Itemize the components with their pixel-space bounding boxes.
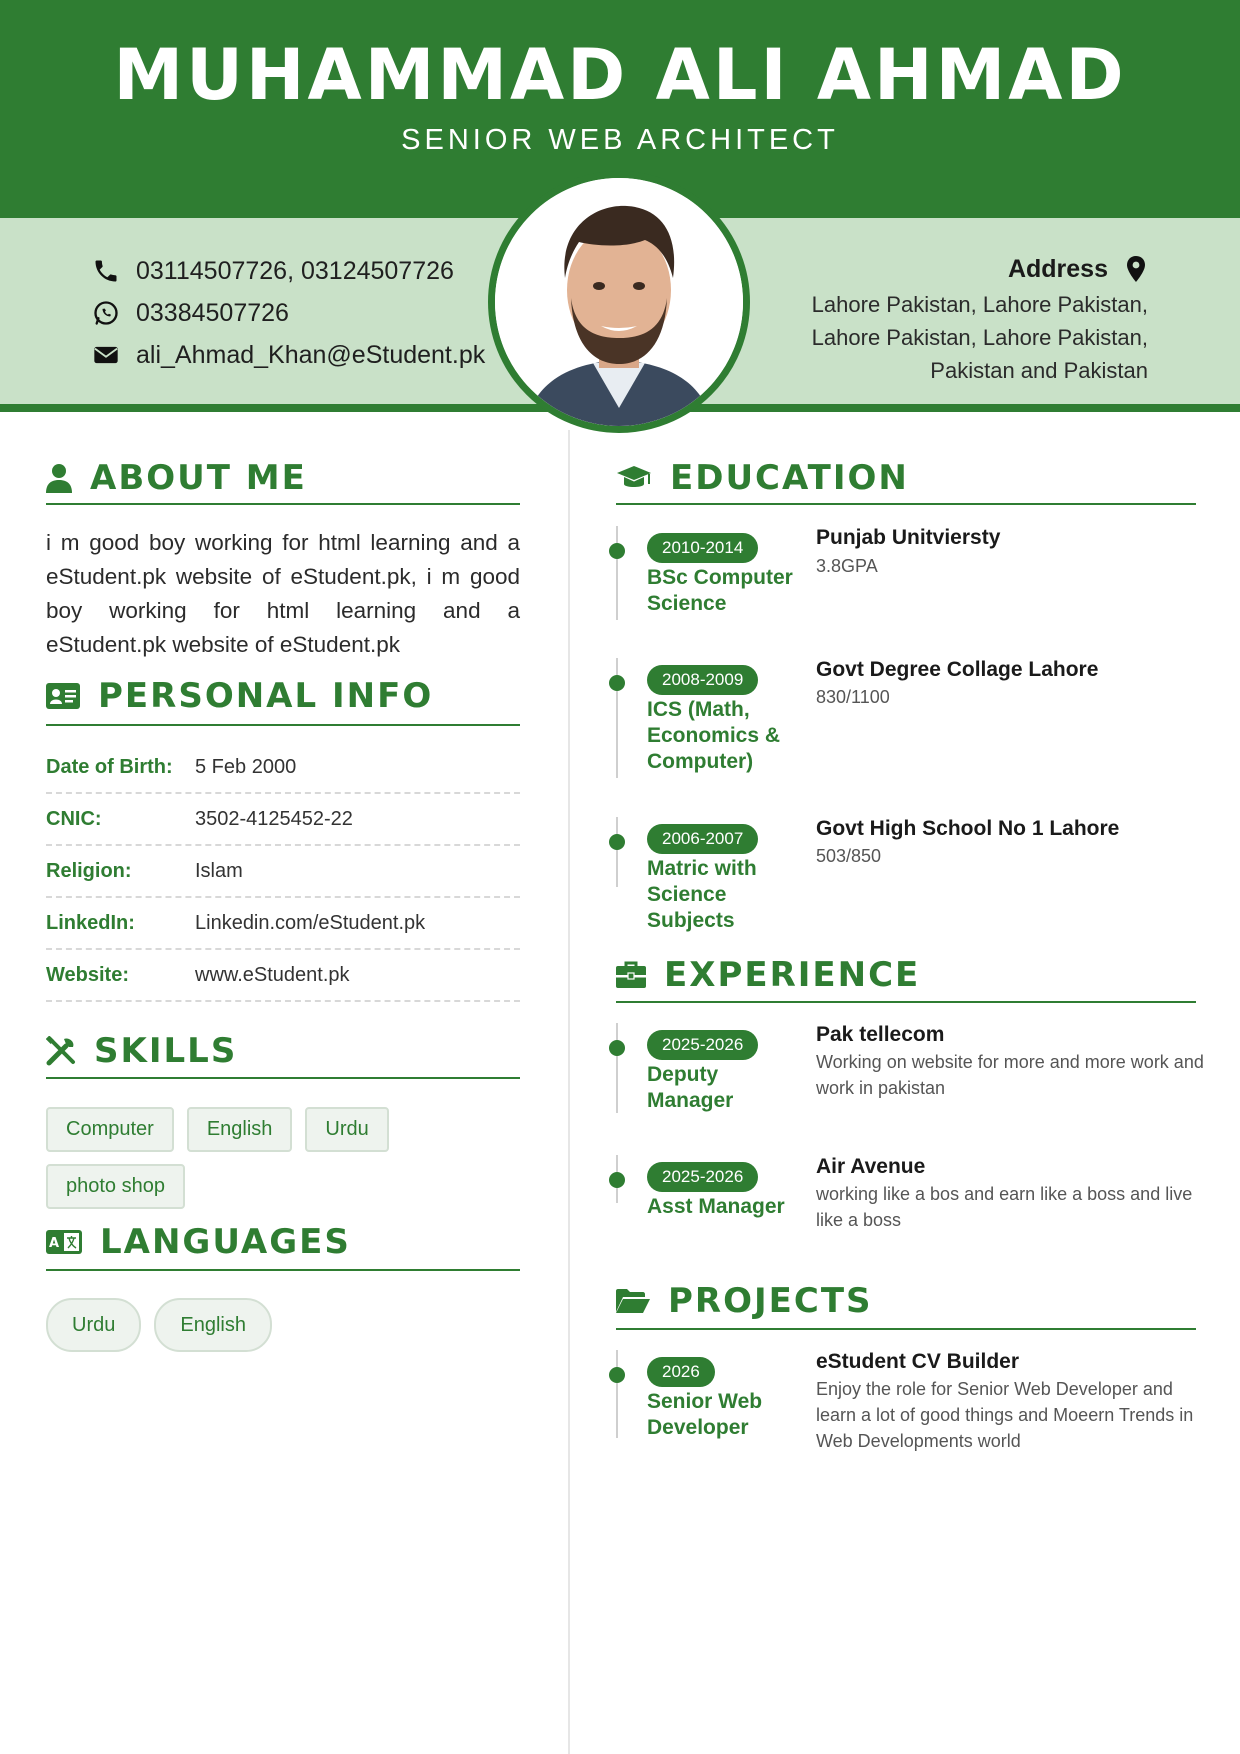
- projects-timeline: [616, 1350, 1196, 1470]
- candidate-name: MUHAMMAD ALI AHMAD: [113, 34, 1127, 116]
- experience-timeline: [616, 1023, 1204, 1275]
- skills-heading: [46, 1031, 237, 1071]
- project-name: eStudent CV Builder: [816, 1350, 1020, 1373]
- timeline-dot: [609, 543, 625, 559]
- education-heading-rule: [616, 503, 1196, 505]
- email-address: ali_Ahmad_Khan@eStudent.pk: [136, 340, 486, 369]
- education-score: 3.8GPA: [816, 556, 878, 576]
- position-title: Deputy Manager: [647, 1063, 734, 1112]
- personal-value: Islam: [195, 859, 243, 882]
- address-block: [788, 250, 1148, 387]
- experience-detail: working like a bos and earn like a boss and live like a boss: [816, 1184, 1193, 1230]
- personal-value: Linkedin.com/eStudent.pk: [195, 911, 426, 934]
- company-name: Air Avenue: [816, 1155, 926, 1178]
- personal-label: Website:: [46, 963, 129, 986]
- institution-name: Govt High School No 1 Lahore: [816, 817, 1120, 840]
- education-item: [616, 658, 1196, 817]
- timeline-line: [616, 1350, 618, 1438]
- experience-item: [616, 1155, 1196, 1275]
- personal-label: Religion:: [46, 859, 132, 882]
- map-pin-icon: [1124, 255, 1148, 283]
- year-badge: 2025-2026: [647, 1030, 758, 1060]
- personal-value: www.eStudent.pk: [195, 963, 350, 986]
- about-heading: [46, 458, 307, 498]
- profile-photo: [488, 171, 750, 433]
- skill-chip: English: [187, 1107, 293, 1152]
- experience-item: [616, 1023, 1204, 1155]
- languages-heading: [46, 1222, 351, 1262]
- timeline-line: [616, 1023, 618, 1113]
- languages-list: [46, 1298, 526, 1352]
- education-title: EDUCATION: [670, 458, 909, 498]
- year-badge: 2006-2007: [647, 824, 758, 854]
- id-card-icon: [46, 683, 80, 709]
- timeline-dot: [609, 1172, 625, 1188]
- education-heading: [616, 458, 909, 498]
- contact-phone: [92, 250, 485, 292]
- timeline-dot: [609, 1367, 625, 1383]
- whatsapp-icon: [92, 299, 120, 327]
- education-score: 830/1100: [816, 687, 890, 707]
- skill-chip: Urdu: [305, 1107, 388, 1152]
- institution-name: Punjab Unitviersty: [816, 526, 1001, 549]
- project-detail: Enjoy the role for Senior Web Developer and learn a lot of good things and Moeern Trends in Web Developments world: [816, 1379, 1194, 1451]
- about-title: ABOUT ME: [90, 458, 307, 498]
- year-badge: 2010-2014: [647, 533, 758, 563]
- education-score: 503/850: [816, 846, 882, 866]
- personal-heading-rule: [46, 724, 520, 726]
- contact-email: [92, 334, 485, 376]
- personal-heading: [46, 676, 433, 716]
- degree-title: BSc Computer Science: [647, 566, 793, 615]
- personal-row: [46, 898, 520, 950]
- phone-number: 03114507726, 03124507726: [136, 256, 454, 285]
- profile-portrait: [495, 178, 743, 426]
- personal-label: CNIC:: [46, 807, 102, 830]
- timeline-dot: [609, 1040, 625, 1056]
- column-divider: [568, 430, 570, 1754]
- personal-row: [46, 794, 520, 846]
- company-name: Pak tellecom: [816, 1023, 945, 1046]
- address-line: Lahore Pakistan, Lahore Pakistan,: [811, 325, 1148, 350]
- address-title: Address: [1007, 254, 1108, 283]
- personal-value: 5 Feb 2000: [195, 755, 297, 778]
- personal-row: [46, 950, 520, 1002]
- timeline-dot: [609, 834, 625, 850]
- skill-chip: photo shop: [46, 1164, 185, 1209]
- address-title-row: [788, 250, 1148, 288]
- skills-title: SKILLS: [94, 1031, 238, 1071]
- svg-text:A: A: [48, 1236, 62, 1251]
- address-lines: [788, 288, 1148, 387]
- about-text: i m good boy working for html learning and a eStudent.pk website of eStudent.pk, i m good boy working for html learning and a eStudent.pk website of eStudent.pk: [46, 530, 520, 657]
- experience-heading-rule: [616, 1001, 1196, 1003]
- personal-row: [46, 846, 520, 898]
- address-line: Lahore Pakistan, Lahore Pakistan,: [811, 292, 1148, 317]
- skills-list: [46, 1107, 526, 1209]
- language-pill: English: [154, 1298, 272, 1352]
- education-item: [616, 526, 1196, 658]
- skills-heading-rule: [46, 1077, 520, 1079]
- contact-list: [92, 250, 485, 376]
- project-role: Senior Web Developer: [647, 1390, 763, 1439]
- timeline-line: [616, 817, 618, 887]
- degree-title: Matric with Science Subjects: [647, 857, 757, 932]
- position-title: Asst Manager: [647, 1195, 785, 1218]
- folder-open-icon: [616, 1288, 650, 1314]
- candidate-role: SENIOR WEB ARCHITECT: [401, 124, 839, 156]
- project-item: [616, 1350, 1196, 1470]
- year-badge: 2008-2009: [647, 665, 758, 695]
- skill-chip: Computer: [46, 1107, 174, 1152]
- envelope-icon: [92, 341, 120, 369]
- timeline-line: [616, 526, 618, 620]
- personal-label: LinkedIn:: [46, 911, 135, 934]
- education-item: [616, 817, 1196, 967]
- whatsapp-number: 03384507726: [136, 298, 289, 327]
- degree-title: ICS (Math, Economics & Computer): [647, 698, 781, 773]
- user-icon: [46, 463, 72, 493]
- languages-heading-rule: [46, 1269, 520, 1271]
- experience-heading: [616, 955, 920, 995]
- personal-row: [46, 742, 520, 794]
- education-timeline: [616, 526, 1196, 967]
- personal-title: PERSONAL INFO: [98, 676, 434, 716]
- briefcase-icon: [616, 961, 646, 989]
- languages-title: LANGUAGES: [100, 1222, 351, 1262]
- experience-title: EXPERIENCE: [664, 955, 921, 995]
- graduation-cap-icon: [616, 464, 652, 492]
- personal-info-list: [46, 742, 520, 1002]
- projects-title: PROJECTS: [668, 1281, 873, 1321]
- year-badge: 2026: [647, 1357, 715, 1387]
- contact-whatsapp: [92, 292, 485, 334]
- about-heading-rule: [46, 503, 520, 505]
- timeline-dot: [609, 675, 625, 691]
- address-line: Pakistan and Pakistan: [930, 358, 1148, 383]
- personal-label: Date of Birth:: [46, 755, 173, 778]
- experience-detail: Working on website for more and more work and work in pakistan: [816, 1052, 1204, 1098]
- language-pill: Urdu: [46, 1298, 141, 1352]
- year-badge: 2025-2026: [647, 1162, 758, 1192]
- phone-icon: [92, 257, 120, 285]
- translate-icon: [46, 1230, 82, 1254]
- projects-heading: [616, 1281, 873, 1321]
- tools-icon: [46, 1036, 76, 1066]
- personal-value: 3502-4125452-22: [195, 807, 353, 830]
- projects-heading-rule: [616, 1328, 1196, 1330]
- institution-name: Govt Degree Collage Lahore: [816, 658, 1099, 681]
